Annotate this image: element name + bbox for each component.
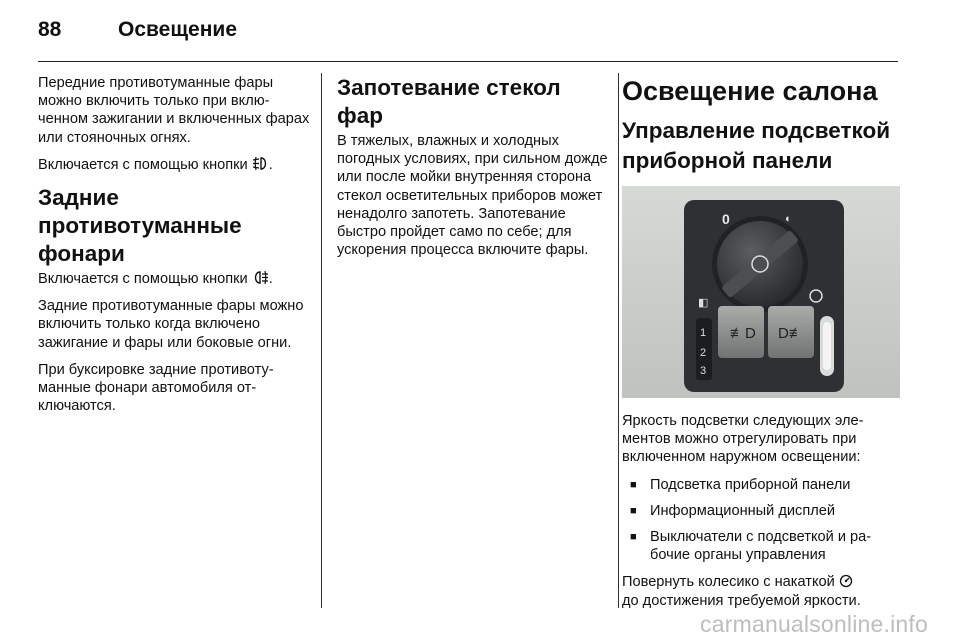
list-item: ■ Информационный дисплей bbox=[622, 502, 902, 520]
paragraph: Включается с помощью кнопки . bbox=[38, 156, 273, 173]
column-divider bbox=[618, 73, 619, 608]
paragraph: Задние противотуманные фары можно включить только когда включено зажигание и фары или боковые огни. bbox=[38, 298, 304, 351]
column-left bbox=[38, 74, 310, 424]
rear-fog-icon bbox=[252, 270, 269, 285]
paragraph: В тяжелых, влажных и холодных погодных условиях, при сильном дожде или после мойки внутренняя сторона стекол осветительных приборов может ненадолго запотеть. Запотевание быстро пройдет само по себе; для ускорения процесса включите фары. bbox=[337, 133, 608, 259]
svg-text:≢D: ≢D bbox=[730, 325, 756, 342]
front-fog-icon bbox=[252, 156, 269, 171]
list-item: ■ Подсветка приборной панели bbox=[622, 476, 902, 494]
svg-text:3: 3 bbox=[700, 365, 707, 377]
paragraph: Включается с помощью кнопки . bbox=[38, 271, 273, 288]
column-right bbox=[622, 74, 902, 619]
page-title: Освещение bbox=[118, 18, 237, 41]
column-middle bbox=[337, 74, 609, 268]
svg-text:2: 2 bbox=[700, 347, 707, 359]
section-heading: Освещение салона bbox=[622, 76, 878, 106]
svg-text:0: 0 bbox=[722, 211, 730, 227]
section-heading: Задние противотуманные фонари bbox=[38, 185, 242, 267]
column-divider bbox=[321, 73, 322, 608]
page-number: 88 bbox=[38, 18, 62, 41]
watermark: carmanualsonline.info bbox=[700, 611, 928, 637]
svg-text:◐: ◐ bbox=[785, 213, 792, 225]
paragraph: Повернуть колесико с накаткой до достижения требуемой яркости. bbox=[622, 574, 861, 609]
section-heading: Запотевание стекол фар bbox=[337, 75, 561, 128]
page-header bbox=[38, 18, 237, 48]
light-switch-panel-photo bbox=[622, 186, 900, 398]
svg-text:1: 1 bbox=[700, 327, 707, 339]
paragraph: Передние противотуманные фары можно включить только при включенном зажигании и включенных фарах или стояночных огнях. bbox=[38, 75, 310, 146]
dimmer-wheel-icon bbox=[839, 574, 853, 588]
paragraph: Яркость подсветки следующих элементов можно отрегулировать при включенном наружном освещении: bbox=[622, 413, 864, 466]
paragraph: При буксировке задние противотуманные фонари автомобиля отключаются. bbox=[38, 361, 274, 415]
header-rule bbox=[38, 61, 898, 62]
subsection-heading: Управление подсветкой приборной панели bbox=[622, 118, 891, 173]
svg-text:D≢: D≢ bbox=[778, 325, 804, 342]
list-item: ■ Выключатели с подсветкой и рабочие органы управления bbox=[622, 528, 902, 564]
svg-text:◧: ◧ bbox=[698, 297, 709, 309]
bullet-list bbox=[622, 476, 902, 565]
